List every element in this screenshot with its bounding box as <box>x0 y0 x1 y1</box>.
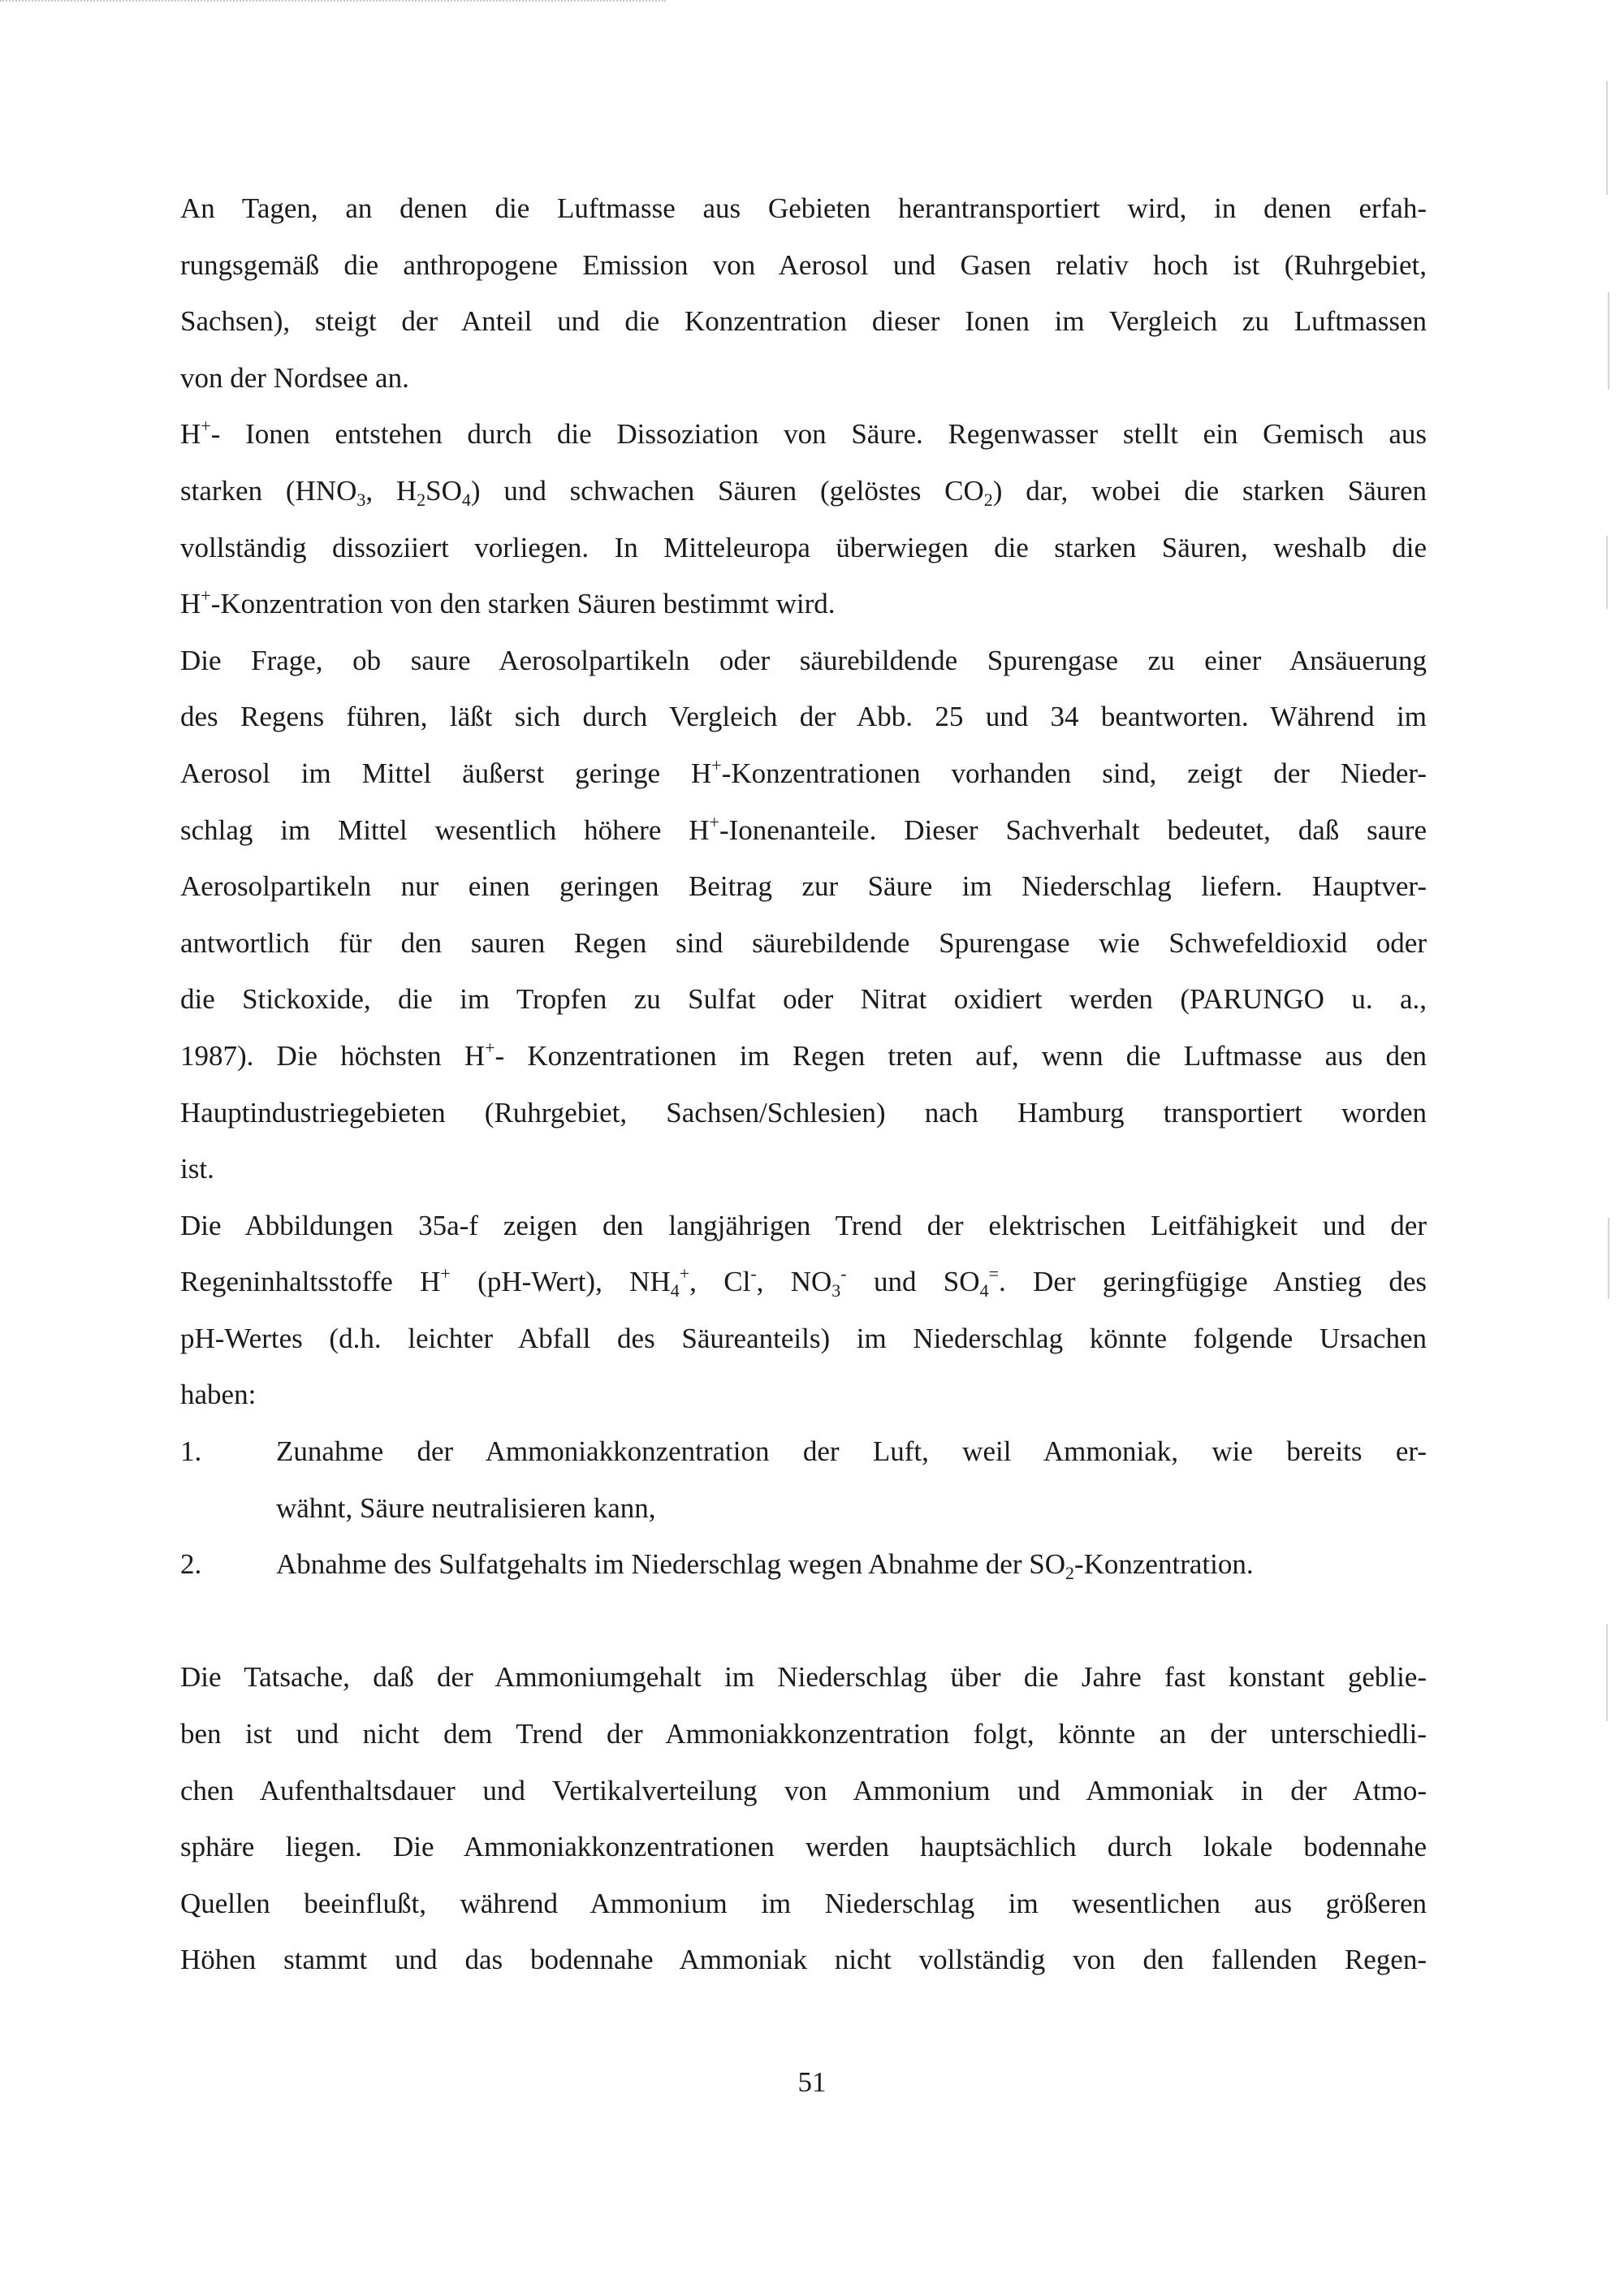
paragraph-h-ionen <box>180 406 1427 632</box>
text-line: haben: <box>180 1379 257 1411</box>
text-line: ben ist und nicht dem Trend der Ammoniakkonzentration folgt, könnte an der unterschiedli- <box>180 1718 1427 1750</box>
text-line: von der Nordsee an. <box>180 361 409 394</box>
text-line: Sachsen), steigt der Anteil und die Konzentration dieser Ionen im Vergleich zu Luftmassen <box>180 305 1427 338</box>
text-line: ist. <box>180 1153 214 1185</box>
list-item <box>180 1423 1427 1480</box>
scan-artifact-right <box>1608 1218 1609 1299</box>
scan-artifact-right <box>1606 81 1608 195</box>
list-number: 2. <box>180 1548 202 1581</box>
text-line: antwortlich für den sauren Regen sind säurebildende Spurengase wie Schwefeldioxid oder <box>180 926 1427 959</box>
text-line: chen Aufenthaltsdauer und Vertikalverteilung von Ammonium und Ammoniak in der Atmo- <box>180 1774 1427 1806</box>
text-line: Quellen beeinflußt, während Ammonium im Niederschlag im wesentlichen aus größeren <box>180 1887 1427 1919</box>
text-line: Aerosolpartikeln nur einen geringen Beitrag zur Säure im Niederschlag liefern. Hauptver- <box>180 870 1427 903</box>
list-text: wähnt, Säure neutralisieren kann, <box>276 1491 656 1524</box>
paragraph-abbildungen <box>180 1198 1427 1423</box>
scan-artifact-right <box>1606 1624 1608 1721</box>
text-line: Die Frage, ob saure Aerosolpartikeln oder säurebildende Spurengase zu einer Ansäuerung <box>180 644 1427 676</box>
text-line: des Regens führen, läßt sich durch Vergleich der Abb. 25 und 34 beantworten. Während im <box>180 701 1427 733</box>
scan-border-top <box>0 0 666 2</box>
list-number: 1. <box>180 1435 202 1468</box>
document-body <box>180 180 1427 1988</box>
text-line: 1987). Die höchsten H+- Konzentrationen im Regen treten auf, wenn die Luftmasse aus den <box>180 1037 1427 1072</box>
text-line: H+- Ionen entstehen durch die Dissoziation von Säure. Regenwasser stellt ein Gemisch aus <box>180 416 1427 451</box>
paragraph-ammonium <box>180 1649 1427 1988</box>
scan-artifact-right <box>1608 292 1609 390</box>
text-line: sphäre liegen. Die Ammoniakkonzentrationen werden hauptsächlich durch lokale bodennahe <box>180 1831 1427 1863</box>
list-text: Abnahme des Sulfatgehalts im Niederschlag wegen Abnahme der $SO_2$-Konzentration. <box>276 1548 1254 1584</box>
text-line: Die Tatsache, daß der Ammoniumgehalt im Niederschlag über die Jahre fast konstant geblie- <box>180 1661 1427 1694</box>
scan-artifact-right <box>1606 536 1608 609</box>
text-line: vollständig dissoziiert vorliegen. In Mitteleuropa überwiegen die starken Säuren, weshalb die <box>180 531 1427 563</box>
text-line: rungsgemäß die anthropogene Emission von Aerosol und Gasen relativ hoch ist (Ruhrgebiet, <box>180 248 1427 281</box>
text-line: Aerosol im Mittel äußerst geringe H+-Konzentrationen vorhanden sind, zeigt der Nieder- <box>180 754 1427 789</box>
text-line: starken ($HNO_3$, $H_2SO_4$) und schwachen Säuren (gelöstes $CO_2$) dar, wobei die starken Säuren <box>180 474 1427 510</box>
paragraph-gap <box>180 1593 1427 1650</box>
text-line: Höhen stammt und das bodennahe Ammoniak nicht vollständig von den fallenden Regen- <box>180 1944 1427 1976</box>
text-line: Die Abbildungen 35a-f zeigen den langjährigen Trend der elektrischen Leitfähigkeit und der <box>180 1209 1427 1241</box>
list-item <box>180 1536 1427 1593</box>
list-text: Zunahme der Ammoniakkonzentration der Luft, weil Ammoniak, wie bereits er- <box>276 1435 1427 1468</box>
text-line: pH-Wertes (d.h. leichter Abfall des Säureanteils) im Niederschlag könnte folgende Ursachen <box>180 1322 1427 1354</box>
text-line: die Stickoxide, die im Tropfen zu Sulfat oder Nitrat oxidiert werden (PARUNGO u. a., <box>180 983 1427 1016</box>
paragraph-saure-aerosol <box>180 632 1427 1198</box>
text-line: Regeninhaltsstoffe H+ (pH-Wert), $NH_4^+$, Cl-, $NO_3^-$ und $SO_4^=$. Der geringfügige Anstieg des <box>180 1263 1427 1301</box>
numbered-list <box>180 1423 1427 1593</box>
text-line: schlag im Mittel wesentlich höhere H+-Ionenanteile. Dieser Sachverhalt bedeutet, daß saure <box>180 811 1427 846</box>
text-line: An Tagen, an denen die Luftmasse aus Gebieten herantransportiert wird, in denen erfah- <box>180 192 1427 224</box>
text-line: H+-Konzentration von den starken Säuren bestimmt wird. <box>180 585 836 620</box>
text-line: Hauptindustriegebieten (Ruhrgebiet, Sachsen/Schlesien) nach Hamburg transportiert worden <box>180 1096 1427 1129</box>
paragraph-luftmasse <box>180 180 1427 406</box>
page-number: 51 <box>797 2066 827 2098</box>
